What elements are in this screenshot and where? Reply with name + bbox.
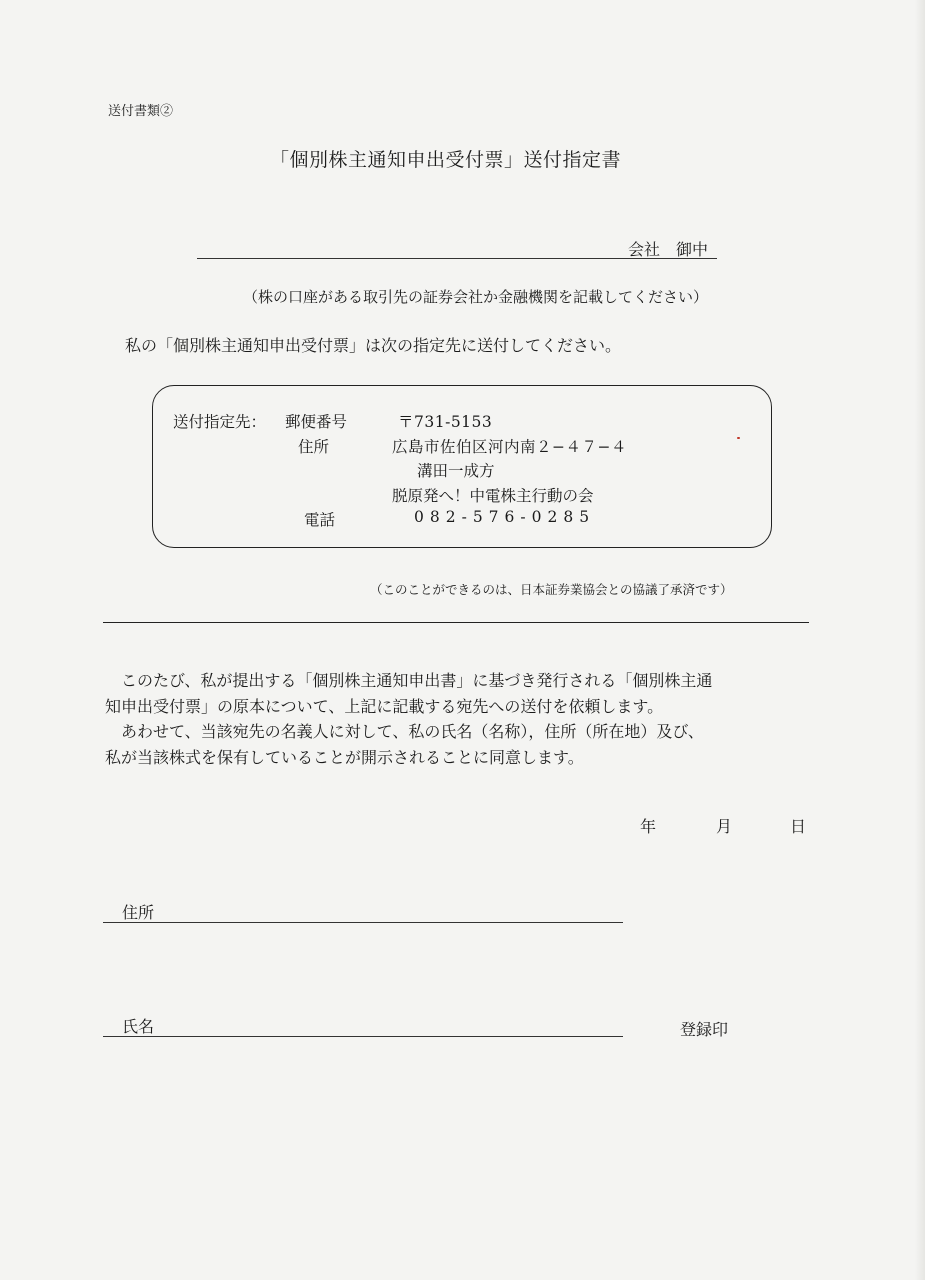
page-edge	[915, 0, 925, 1280]
destination-label: 送付指定先：	[173, 413, 267, 431]
body-line-1: このたび、私が提出する「個別株主通知申出書」に基づき発行される「個別株主通	[105, 671, 713, 690]
addressee-suffix: 会社 御中	[628, 240, 709, 259]
document-label: 送付書類②	[108, 104, 174, 119]
signer-name-line	[103, 1036, 623, 1037]
signer-address-line	[103, 922, 623, 923]
date-month-label: 月	[716, 817, 733, 836]
date-day-label: 日	[790, 817, 807, 836]
ink-speck	[737, 437, 740, 439]
phone-label: 電話	[304, 511, 336, 529]
body-line-3: あわせて、当該宛先の名義人に対して、私の氏名（名称），住所（所在地）及び、	[105, 722, 704, 741]
address-label: 住所	[298, 438, 330, 456]
signer-name-label: 氏名	[122, 1017, 155, 1036]
body-line-4: 私が当該株式を保有していることが開示されることに同意します。	[105, 748, 584, 767]
address-line-1: 広島市佐伯区河内南２−４７−４	[392, 438, 627, 456]
registered-seal-label: 登録印	[680, 1020, 729, 1039]
signer-address-label: 住所	[122, 903, 155, 922]
body-line-2: 知申出受付票」の原本について、上記に記載する宛先への送付を依頼します。	[105, 697, 664, 716]
date-year-label: 年	[640, 817, 657, 836]
phone-value: 082-576-0285	[414, 508, 596, 526]
postal-code-label: 郵便番号	[285, 413, 348, 431]
request-sentence: 私の「個別株主通知申出受付票」は次の指定先に送付してください。	[125, 336, 622, 355]
agreement-note: （このことができるのは、日本証券業協会との協議了承済です）	[370, 582, 733, 597]
addressee-note: （株の口座がある取引先の証券会社か金融機関を記載してください）	[243, 288, 709, 306]
postal-code-value: 〒731-5153	[398, 413, 493, 431]
address-line-3: 脱原発へ！中電株主行動の会	[392, 487, 594, 505]
address-line-2: 溝田一成方	[417, 462, 495, 480]
document-title: 「個別株主通知申出受付票」送付指定書	[270, 149, 622, 171]
section-divider	[103, 622, 809, 623]
